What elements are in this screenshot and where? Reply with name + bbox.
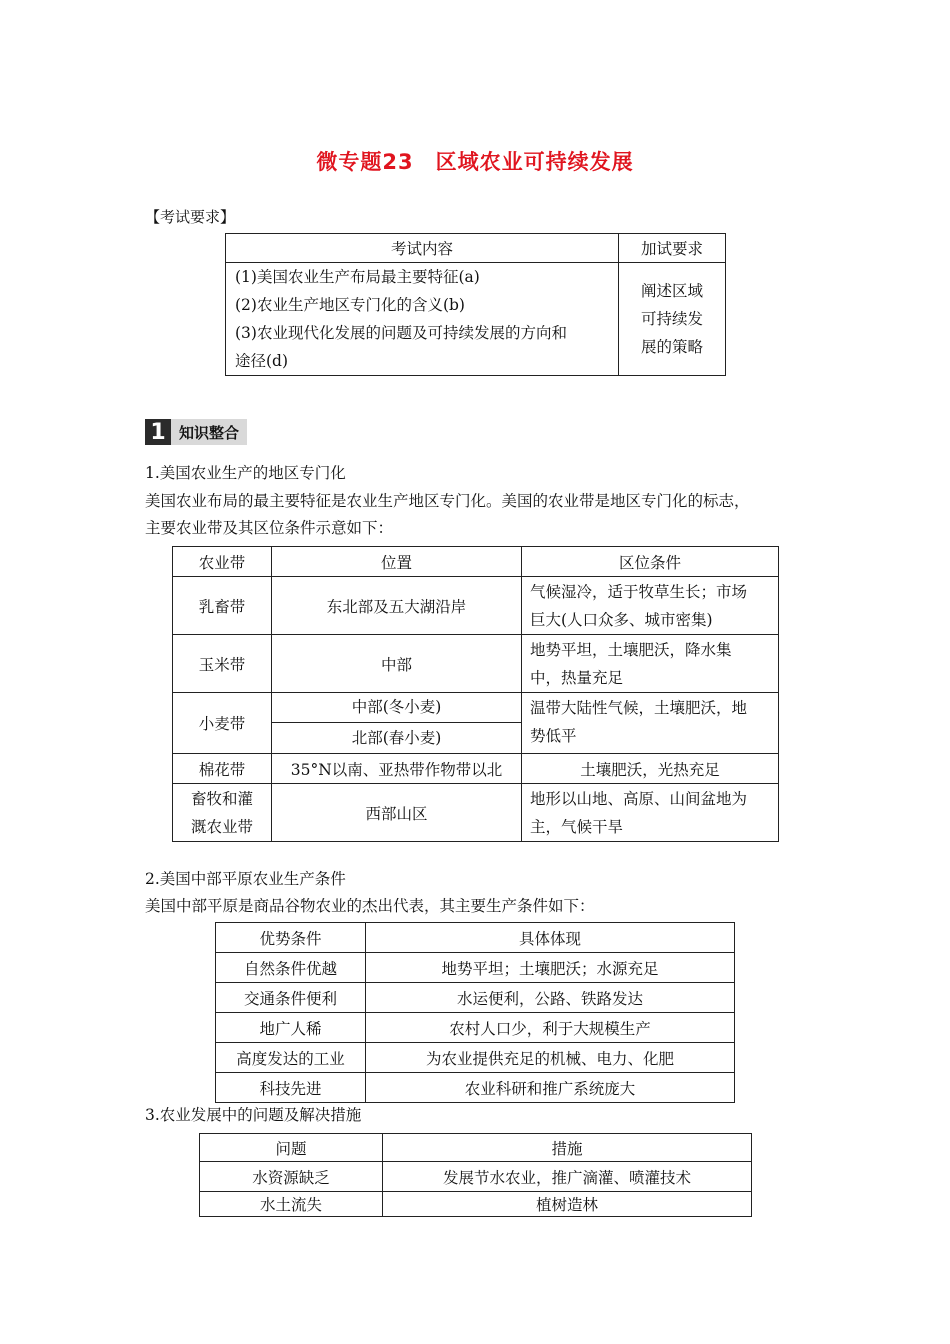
agricultural-belt-table: [172, 546, 779, 842]
exam-requirement-cell: [619, 263, 726, 376]
manifestation-cell: 水运便利，公路、铁路发达: [366, 983, 735, 1013]
belt-name: 小麦带: [173, 693, 272, 754]
manifestation-cell: 农业科研和推广系统庞大: [366, 1073, 735, 1103]
measure-header: 措施: [383, 1134, 752, 1162]
exam-header-requirement: 加试要求: [619, 234, 726, 263]
belt-name: [173, 784, 272, 842]
belt-conditions: [522, 577, 779, 635]
belt-conditions: [522, 784, 779, 842]
exam-requirement-line: 阐述区域: [640, 282, 703, 300]
advantage-cell: 交通条件便利: [216, 983, 366, 1013]
exam-requirement-line: 展的策略: [640, 338, 703, 356]
belt-location: 中部(冬小麦): [351, 698, 442, 716]
paragraph-line: 美国农业布局的最主要特征是农业生产地区专门化。美国的农业带是地区专门化的标志，: [145, 492, 750, 510]
belt-name: 棉花带: [173, 754, 272, 784]
advantage-cell: 高度发达的工业: [216, 1043, 366, 1073]
exam-content-line: 途径(d): [235, 352, 289, 370]
location-header: 位置: [272, 547, 522, 577]
belt-location: 中部: [272, 635, 522, 693]
advantage-cell: 地广人稀: [216, 1013, 366, 1043]
page-title: 微专题23 区域农业可持续发展: [316, 150, 634, 174]
belt-name-line: 畜牧和灌: [190, 789, 253, 808]
condition-line: 巨大(人口众多、城市密集): [530, 610, 713, 629]
belt-name-line: 溉农业带: [190, 817, 253, 836]
condition-line: 主，气候干旱: [530, 817, 624, 836]
condition-line: 温带大陆性气候，土壤肥沃，地: [530, 699, 748, 717]
section-name: 知识整合: [171, 419, 247, 445]
exam-content-line: (3)农业现代化发展的问题及可持续发展的方向和: [235, 324, 567, 342]
manifestation-cell: 地势平坦；土壤肥沃；水源充足: [366, 953, 735, 983]
conditions-header: 区位条件: [522, 547, 779, 577]
advantage-cell: 科技先进: [216, 1073, 366, 1103]
belt-location: 西部山区: [272, 784, 522, 842]
belt-conditions: 土壤肥沃，光热充足: [522, 754, 779, 784]
belt-name: 玉米带: [173, 635, 272, 693]
advantage-header: 优势条件: [216, 923, 366, 953]
exam-requirements-table: [225, 233, 726, 376]
condition-line: 地势平坦，土壤肥沃，降水集: [530, 640, 732, 659]
measure-cell: 植树造林: [383, 1192, 752, 1217]
condition-line: 中，热量充足: [530, 668, 624, 687]
problem-header: 问题: [200, 1134, 383, 1162]
belt-location-split: [272, 693, 522, 754]
section-2-heading: 2.美国中部平原农业生产条件: [145, 870, 346, 888]
advantage-conditions-table: [215, 922, 735, 1103]
condition-line: 地形以山地、高原、山间盆地为: [530, 789, 748, 808]
belt-conditions: [522, 635, 779, 693]
manifestation-header: 具体体现: [366, 923, 735, 953]
problem-cell: 水土流失: [200, 1192, 383, 1217]
exam-content-line: (2)农业生产地区专门化的含义(b): [235, 296, 465, 314]
measure-cell: 发展节水农业，推广滴灌、喷灌技术: [383, 1162, 752, 1192]
section-1-heading: 1.美国农业生产的地区专门化: [145, 464, 346, 482]
condition-line: 气候湿冷，适于牧草生长；市场: [530, 582, 748, 601]
section-number: 1: [145, 419, 171, 445]
belt-name: 乳畜带: [173, 577, 272, 635]
exam-content-cell: [226, 263, 619, 376]
manifestation-cell: 为农业提供充足的机械、电力、化肥: [366, 1043, 735, 1073]
exam-header-content: 考试内容: [226, 234, 619, 263]
manifestation-cell: 农村人口少，利于大规模生产: [366, 1013, 735, 1043]
problem-measure-table: [199, 1133, 752, 1217]
paragraph-line: 主要农业带及其区位条件示意如下：: [145, 519, 394, 537]
problem-cell: 水资源缺乏: [200, 1162, 383, 1192]
exam-content-line: (1)美国农业生产布局最主要特征(a): [235, 268, 480, 286]
section-badge: [145, 419, 247, 445]
section-3-heading: 3.农业发展中的问题及解决措施: [145, 1106, 362, 1124]
exam-requirements-label: 【考试要求】: [145, 208, 236, 226]
belt-location: 35°N以南、亚热带作物带以北: [272, 754, 522, 784]
belt-conditions: [522, 693, 779, 754]
exam-requirement-line: 可持续发: [640, 310, 703, 328]
advantage-cell: 自然条件优越: [216, 953, 366, 983]
paragraph-line: 美国中部平原是商品谷物农业的杰出代表，其主要生产条件如下：: [145, 897, 595, 915]
belt-location: 东北部及五大湖沿岸: [272, 577, 522, 635]
belt-header: 农业带: [173, 547, 272, 577]
condition-line: 势低平: [530, 727, 577, 745]
belt-location: 北部(春小麦): [272, 722, 521, 753]
